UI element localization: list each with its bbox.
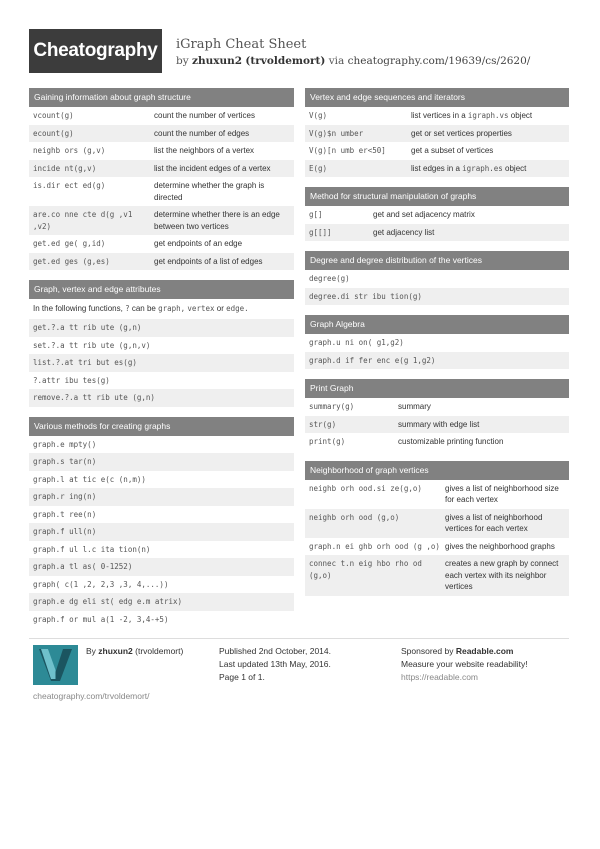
sponsor-name[interactable]: Readable.com [455,646,514,656]
code-cell: is.dir ect ed(g) [33,181,106,190]
note-code: graph, [158,304,186,313]
code-cell: graph.f or mul a(1 -2, 3,4-+5) [33,614,169,624]
table-row [29,506,294,524]
code-cell: V(g) [309,111,328,120]
table-row [305,125,569,143]
code-cell: graph.r ing(n) [33,492,97,501]
desc-cell: count the number of edges [154,128,250,138]
table-row [29,523,294,541]
left-column [29,88,294,638]
table-row [29,125,294,143]
code-cell: connec t.n eig hbo rho od (g,o) [309,559,422,580]
table-row [305,509,569,538]
code-cell: degree.di str ibu tion(g) [309,291,422,301]
desc-text: object [505,163,527,173]
section-graph-structure [29,88,294,270]
sponsor-url[interactable]: https://readable.com [401,672,479,682]
code-cell: remove.?.a tt rib ute (g,n) [33,393,155,402]
table-row [305,555,569,596]
code-cell: graph.d if fer enc e(g 1,g2) [309,355,436,365]
note-text: In the following functions, [33,304,123,313]
code-cell: g[] [309,210,323,219]
page-title: iGraph Cheat Sheet [176,37,307,52]
code-cell: are.co nne cte d(g ,v1 ,v2) [33,210,133,231]
code-cell: degree(g) [309,274,350,283]
code-cell: get.ed ges (g,es) [33,256,110,266]
sponsored-by-label: Sponsored by [401,646,454,656]
table-row [305,538,569,556]
code-cell: graph.l at tic e(c (n,m)) [33,474,146,484]
code-cell: V(g)$n umber [309,128,364,138]
footer-author-name[interactable]: zhuxun2 [98,646,133,656]
code-cell: set.?.a tt rib ute (g,n,v) [33,340,151,350]
section-attributes [29,280,294,407]
table-row [29,436,294,454]
author-name[interactable]: zhuxun2 [192,55,243,67]
published-date: Published 2nd October, 2014. [219,646,331,656]
desc-text: object [510,111,533,120]
right-column [305,88,569,606]
sponsor-tagline: Measure your website readability! [401,659,528,669]
table-row [29,576,294,594]
desc-cell [411,163,526,175]
table-row [305,433,569,451]
section-title: Method for structural manipulation of graphs [305,187,569,206]
table-row [305,206,569,224]
table-row [305,270,569,288]
desc-cell: customizable printing function [398,437,504,446]
section-manipulation [305,187,569,241]
byline-by: by [176,55,189,67]
table-row [305,160,569,178]
code-cell: graph.e dg eli st( edg e.m atrix) [33,597,183,606]
code-cell: graph.e mpty() [33,439,97,449]
desc-cell: count the number of vertices [154,111,255,120]
note-text: can be [131,304,156,313]
code-cell: neighb ors (g,v) [33,146,106,155]
section-title: Gaining information about graph structure [29,88,294,107]
code-cell: V(g)[n umb er<50] [309,146,386,155]
desc-text: list edges in a [411,163,460,173]
code-cell: vcount(g) [33,111,74,120]
table-row [29,235,294,253]
cheatography-logo[interactable]: Cheatography [29,29,162,73]
table-row [305,334,569,352]
desc-cell: list the neighbors of a vertex [154,146,255,155]
section-degree [305,251,569,305]
table-row [29,593,294,611]
table-row [29,319,294,337]
desc-cell: list the incident edges of a vertex [154,163,271,173]
author-avatar[interactable] [33,645,78,685]
table-row [29,253,294,271]
code-cell: neighb orh ood.si ze(g,o) [309,483,422,493]
footer-by: By [86,646,96,656]
code-cell: summary(g) [309,402,355,411]
code-cell: graph.f ull(n) [33,527,97,536]
desc-text: list vertices in a [411,111,466,120]
section-note [29,299,294,318]
table-row [29,206,294,235]
desc-cell: get a subset of vertices [411,146,494,155]
table-row [29,488,294,506]
section-creating-graphs [29,417,294,629]
table-row [29,453,294,471]
section-title: Graph Algebra [305,315,569,334]
note-code: edge. [226,304,249,313]
section-title: Various methods for creating graphs [29,417,294,436]
author-profile-link[interactable]: cheatography.com/trvoldemort/ [33,691,150,701]
code-cell: graph.u ni on( g1,g2) [309,338,404,347]
table-row [29,372,294,390]
desc-cell [411,110,532,122]
code-cell: neighb orh ood (g,o) [309,512,400,522]
code-cell: graph.a tl as( 0-1252) [33,562,133,571]
updated-date: Last updated 13th May, 2016. [219,659,331,669]
table-row [29,541,294,559]
section-neighborhood [305,461,569,596]
note-text: or [216,304,224,313]
desc-cell: creates a new graph by connect each vertex with its neighbor vertices [445,559,559,591]
code-cell: graph.t ree(n) [33,509,97,519]
code-cell: graph.f ul l.c ita tion(n) [33,544,151,554]
desc-cell: summary with edge list [398,419,480,429]
table-row [29,611,294,629]
code-cell: g[[]] [309,227,332,237]
table-row [305,416,569,434]
table-row [29,354,294,372]
table-row [29,558,294,576]
table-row [29,142,294,160]
code-cell: ecount(g) [33,128,74,138]
table-row [29,337,294,355]
sheet-url[interactable]: cheatography.com/19639/cs/2620/ [347,55,531,67]
table-row [305,142,569,160]
code-cell: E(g) [309,163,328,173]
code-cell: get.?.a tt rib ute (g,n) [33,323,142,332]
desc-code: igraph.vs [467,111,509,120]
table-row [305,352,569,370]
table-row [29,471,294,489]
footer-sponsor [401,645,528,684]
footer-publish-info [219,645,331,684]
code-cell: str(g) [309,419,337,429]
table-row [29,107,294,125]
table-row [29,177,294,206]
code-cell: ?.attr ibu tes(g) [33,375,110,385]
code-cell: incide nt(g,v) [33,163,97,173]
desc-code: igraph.es [462,163,503,173]
desc-cell: get and set adjacency matrix [373,210,475,219]
section-print [305,379,569,451]
author-handle[interactable]: (trvoldemort) [245,55,326,67]
code-cell: get.ed ge( g,id) [33,239,106,248]
section-title: Print Graph [305,379,569,398]
desc-cell: determine whether there is an edge between two vertices [154,210,280,231]
code-cell: print(g) [309,437,346,446]
byline [176,55,530,67]
section-title: Vertex and edge sequences and iterators [305,88,569,107]
v-logo-icon [33,645,78,685]
desc-cell: gives a list of neighborhood vertices for each vertex [445,512,543,533]
section-title: Degree and degree distribution of the vertices [305,251,569,270]
section-algebra [305,315,569,369]
code-cell: graph.s tar(n) [33,457,97,466]
code-cell: list.?.at tri but es(g) [33,358,137,367]
footer-divider [29,638,569,639]
section-sequences [305,88,569,177]
byline-via: via [328,55,345,67]
desc-cell: summary [398,402,431,411]
table-row [305,224,569,242]
table-row [305,480,569,509]
footer-author [86,645,183,658]
table-row [305,107,569,125]
page-number: Page 1 of 1. [219,672,265,682]
section-title: Neighborhood of graph vertices [305,461,569,480]
desc-cell: gives a list of neighborhood size for each vertex [445,483,559,504]
desc-cell: get endpoints of a list of edges [154,256,263,266]
desc-cell: get endpoints of an edge [154,239,243,248]
code-cell: graph.n ei ghb orh ood (g ,o) [309,541,440,551]
desc-cell: get adjacency list [373,227,435,237]
note-code: vertex [187,304,215,313]
desc-cell: gives the neighborhood graphs [445,541,555,551]
footer-author-handle[interactable]: (trvoldemort) [135,646,184,656]
section-title: Graph, vertex and edge attributes [29,280,294,299]
desc-cell: determine whether the graph is directed [154,181,265,202]
table-row [29,160,294,178]
note-code: ? [125,304,130,313]
code-cell: graph( c(1 ,2, 2,3 ,3, 4,...)) [33,579,169,589]
table-row [29,389,294,407]
table-row [305,398,569,416]
desc-cell: get or set vertices properties [411,128,512,138]
table-row [305,288,569,306]
